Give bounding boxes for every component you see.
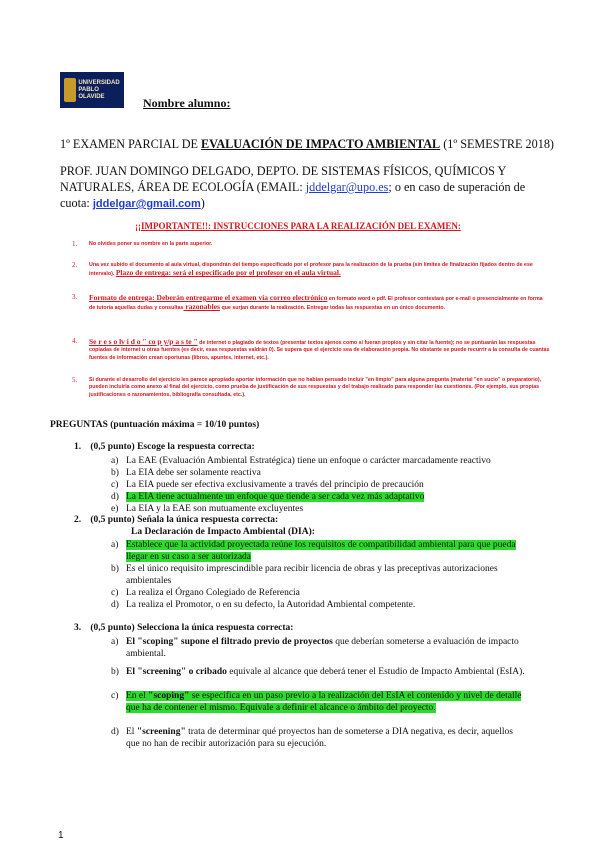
exam-prefix: 1º EXAMEN PARCIAL DE: [60, 137, 202, 151]
close-paren: ): [200, 196, 205, 210]
option-letter: a): [111, 637, 119, 647]
instructions-title: ¡¡IMPORTANTE!!: INSTRUCCIONES PARA LA REALIZACIÓN DEL EXAMEN:: [135, 221, 461, 231]
instruction-number: 5.: [72, 376, 78, 384]
question-number: 2.: [74, 515, 82, 525]
option-letter: b): [111, 564, 119, 574]
option-letter: c): [111, 691, 119, 701]
questions-title: PREGUNTAS (puntuación máxima = 10/10 puntos): [50, 420, 260, 430]
option-text: La EAE (Evaluación Ambiental Estratégica) tiene un enfoque o carácter marcadamente reactivo: [126, 456, 491, 466]
option-text: Es el único requisito imprescindible para recibir licencia de obras y las preceptivas autorizaciones: [126, 564, 498, 574]
logo-line: UNIVERSIDAD: [78, 79, 120, 86]
instruction-number: 1.: [72, 240, 78, 248]
option-text-highlighted: Establece que la actividad proyectada reúne los requisitos de compatibilidad ambiental para que pueda: [126, 540, 516, 550]
question-3: [74, 623, 293, 633]
instruction-text: de internet o plagiado de textos (presentar textos ajenos como si fueran propios y sin citar la fuente); no se puntuarán las respuestas copiadas de internet u otras fuentes (es decir, esas respuestas valdrán 0). Se supera que el ejercicio sea de elaboración propia. No obstante se puede recurrir a la consulta de cuantas fuentes de información crean oportunas (libros, apuntes, internet, etc.).: [89, 340, 550, 361]
option-text-highlighted: que ha de contener el mismo. Equivale a definir el alcance o ámbito del proyecto.: [126, 703, 436, 713]
option-highlight: [126, 691, 521, 701]
q3-option-b[interactable]: [111, 666, 551, 678]
option-letter: c): [111, 480, 119, 490]
q1-option-c[interactable]: [111, 479, 551, 491]
exam-suffix: (1º SEMESTRE 2018): [440, 137, 554, 151]
question-label: (0,5 punto) Selecciona la única respuesta correcta:: [90, 623, 294, 633]
q1-option-a[interactable]: [111, 455, 551, 467]
option-text: trata de determinar qué proyectos han de someterse a DIA negativa, es decir, aquellos: [185, 727, 513, 737]
q3-option-d[interactable]: [111, 726, 551, 750]
university-logo: [60, 72, 124, 108]
option-text: ambientales: [126, 576, 172, 586]
option-letter: c): [111, 588, 119, 598]
option-keyword: "scoping": [148, 691, 190, 701]
question-2-subtitle: La Declaración de Impacto Ambiental (DIA):: [131, 527, 315, 537]
question-number: 1.: [74, 442, 82, 452]
option-letter: d): [111, 492, 119, 502]
instruction-number: 3.: [72, 293, 78, 301]
instruction-body: [89, 338, 550, 362]
option-letter: a): [111, 540, 119, 550]
cuota-email-link[interactable]: jddelgar@gmail.com: [92, 198, 201, 210]
instruction-text: No olvides poner su nombre en la parte superior.: [89, 241, 213, 247]
option-letter: e): [111, 504, 119, 514]
q1-option-e[interactable]: [111, 503, 551, 515]
option-keyword: "screening": [136, 727, 186, 737]
instruction-item: [72, 262, 550, 279]
q3-option-a[interactable]: [111, 636, 551, 660]
instruction-text: Si durante el desarrollo del ejercicio les parece apropiado aportar información que no habían pensado incluir "en limpio" para alguna pregunta (material "en sucio" o preparatorio), pueden incluirla como anexo al final del ejercicio, como prueba de justificación de sus respuestas y del trabajo realizado para responder las cuestiones. (Por ejemplo, sus propias justificaciones o razonamientos, bibliografía consultada, etc.).: [89, 377, 542, 398]
question-2: [74, 515, 278, 525]
option-text: ambiental.: [126, 649, 166, 659]
question-number: 3.: [74, 623, 82, 633]
instruction-deadline: Plazo de entrega: será el especificado por el profesor en el aula virtual.: [115, 268, 341, 278]
instruction-keyword: razonables: [183, 302, 220, 312]
option-text: La EIA y la EAE son mutuamente excluyentes: [126, 504, 304, 514]
option-text-highlighted: llegar en su caso a ser autorizada: [126, 552, 252, 562]
option-text: La realiza el Promotor, o en su defecto, la Autoridad Ambiental competente.: [126, 600, 416, 610]
page-number: 1: [58, 830, 64, 841]
option-text: equivale al alcance que deberá tener el Estudio de Impacto Ambiental (EsIA).: [226, 667, 525, 677]
option-text: que deberían someterse a evaluación de impacto: [332, 637, 519, 647]
q1-option-b[interactable]: [111, 467, 551, 479]
instruction-tail: que surjan durante la realización. Entregar todas las respuestas en un único documento.: [219, 305, 446, 312]
instruction-number: 2.: [72, 261, 78, 269]
instruction-format: Formato de entrega: Deberán entregarme el examen vía correo electrónico: [89, 293, 328, 302]
option-text: La EIA puede ser efectiva exclusivamente a través del principio de precaución: [126, 480, 424, 490]
prof-tail: ; o en caso de superación de cuota:: [60, 180, 526, 210]
option-text: se especifica en un paso previo a la realización del EsIA el contenido y nivel de detalle: [189, 691, 522, 701]
option-letter: b): [111, 667, 119, 677]
option-keyword: El "screening" o cribado: [126, 667, 227, 677]
q3-option-c[interactable]: [111, 690, 551, 714]
instruction-item: [72, 241, 550, 248]
exam-title: [60, 137, 554, 152]
option-letter: a): [111, 456, 119, 466]
instruction-item: [72, 338, 550, 362]
q1-option-d[interactable]: [111, 491, 551, 503]
logo-text: [78, 80, 119, 101]
option-text-highlighted: La EIA tiene actualmente un enfoque que tiende a ser cada vez más adaptativo: [126, 492, 425, 502]
instruction-plagiarism: Se r e s o lv i d o " co p y/p a s te ": [89, 337, 198, 346]
logo-line: OLAVIDE: [78, 93, 105, 100]
option-keyword: El "scoping" supone el filtrado previo de proyectos: [126, 637, 333, 647]
question-label: (0,5 punto) Señala la única respuesta correcta:: [90, 515, 279, 525]
professor-info: [60, 163, 550, 212]
instruction-item: [72, 377, 550, 399]
option-letter: b): [111, 468, 119, 478]
exam-subject: EVALUACIÓN DE IMPACTO AMBIENTAL: [201, 137, 441, 151]
question-1: [74, 442, 255, 452]
question-label: (0,5 punto) Escoge la respuesta correcta:: [90, 442, 255, 452]
option-letter: d): [111, 600, 119, 610]
instruction-body: [89, 294, 550, 313]
instruction-text: en formato word o pdf. El profesor contestará por e-mail o presencialmente en forma de tutoría aquellas dudas y consultas: [89, 296, 543, 312]
q2-option-d[interactable]: [111, 599, 551, 611]
instruction-number: 4.: [72, 337, 78, 345]
crest-icon: [64, 78, 76, 102]
q2-option-a[interactable]: [111, 539, 551, 563]
option-letter: d): [111, 727, 119, 737]
instruction-body: [89, 262, 550, 279]
option-pre: El: [126, 727, 137, 737]
q2-option-b[interactable]: [111, 563, 551, 587]
instruction-item: [72, 294, 550, 313]
option-text: que no han de recibir autorización para su ejecución.: [126, 739, 327, 749]
option-text: La realiza el Órgano Colegiado de Referencia: [126, 588, 300, 598]
logo-line: PABLO: [78, 86, 99, 93]
email-link[interactable]: jddelgar@upo.es: [305, 180, 389, 194]
option-text: La EIA debe ser solamente reactiva: [126, 468, 261, 478]
option-pre: En el: [126, 691, 149, 701]
student-name-label: Nombre alumno:: [143, 96, 231, 110]
q2-option-c[interactable]: [111, 587, 551, 599]
instruction-text: Una vez subido el documento al aula virtual, dispondrán del tiempo especificado por el profesor para la realización de la prueba (sin límites de finalización fijados dentro de ese intervalo).: [89, 262, 533, 278]
prof-text: PROF. JUAN DOMINGO DELGADO, DEPTO. DE SISTEMAS FÍSICOS, QUÍMICOS Y NATURALES, ÁREA DE ECOLOGÍA (EMAIL:: [60, 164, 506, 194]
